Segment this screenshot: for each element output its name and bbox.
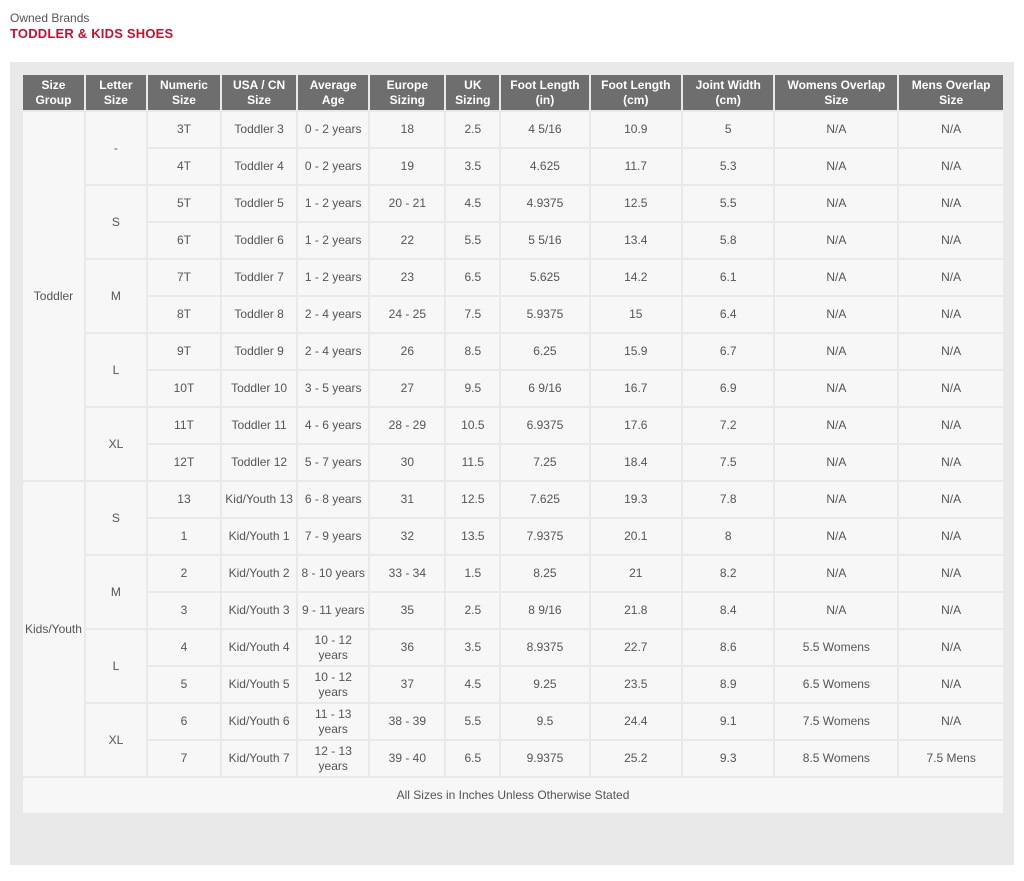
- table-cell: N/A: [899, 186, 1003, 221]
- table-cell: 5.8: [683, 223, 773, 258]
- table-cell: 15.9: [591, 334, 681, 369]
- table-cell: N/A: [775, 482, 897, 517]
- table-cell: Kid/Youth 3: [222, 593, 296, 628]
- table-cell: N/A: [775, 149, 897, 184]
- table-cell: Toddler 10: [222, 371, 296, 406]
- table-cell: 28 - 29: [370, 408, 444, 443]
- table-cell: N/A: [899, 371, 1003, 406]
- table-cell: 9.5: [501, 704, 588, 739]
- table-cell: 8.9: [683, 667, 773, 702]
- table-row: [23, 408, 1003, 443]
- table-cell: N/A: [899, 223, 1003, 258]
- table-cell: 12.5: [446, 482, 499, 517]
- table-cell: 9.25: [501, 667, 588, 702]
- column-header: Womens Overlap Size: [775, 75, 897, 110]
- table-cell: 9.9375: [501, 741, 588, 776]
- table-cell: 1 - 2 years: [298, 223, 368, 258]
- table-cell: 6 9/16: [501, 371, 588, 406]
- table-cell: 38 - 39: [370, 704, 444, 739]
- table-cell: 7T: [148, 260, 220, 295]
- table-cell: 5.9375: [501, 297, 588, 332]
- table-row: [23, 556, 1003, 591]
- table-cell: 12T: [148, 445, 220, 480]
- table-cell: 5: [148, 667, 220, 702]
- table-cell: 11.7: [591, 149, 681, 184]
- table-cell: 8.6: [683, 630, 773, 665]
- table-row: [23, 519, 1003, 554]
- table-row: [23, 334, 1003, 369]
- table-cell: N/A: [775, 408, 897, 443]
- table-row: [23, 260, 1003, 295]
- table-row: [23, 223, 1003, 258]
- table-cell: 7.5 Mens: [899, 741, 1003, 776]
- table-cell: 1 - 2 years: [298, 260, 368, 295]
- table-cell: Toddler 5: [222, 186, 296, 221]
- table-row: [23, 741, 1003, 776]
- table-cell: N/A: [775, 297, 897, 332]
- table-cell: N/A: [899, 112, 1003, 147]
- column-header: Mens Overlap Size: [899, 75, 1003, 110]
- table-cell: N/A: [775, 260, 897, 295]
- table-row: [23, 704, 1003, 739]
- letter-size-cell: S: [86, 186, 146, 258]
- table-cell: 6.7: [683, 334, 773, 369]
- table-cell: N/A: [775, 371, 897, 406]
- header-row: [23, 75, 1003, 110]
- table-cell: N/A: [899, 556, 1003, 591]
- column-header: Average Age: [298, 75, 368, 110]
- table-cell: 4: [148, 630, 220, 665]
- table-cell: 7.5: [683, 445, 773, 480]
- size-chart-table: [21, 73, 1005, 815]
- table-cell: Kid/Youth 2: [222, 556, 296, 591]
- table-cell: 14.2: [591, 260, 681, 295]
- table-cell: 25.2: [591, 741, 681, 776]
- table-cell: 5.5: [683, 186, 773, 221]
- table-cell: 2.5: [446, 593, 499, 628]
- table-cell: 8.9375: [501, 630, 588, 665]
- table-cell: 5.5: [446, 223, 499, 258]
- letter-size-cell: L: [86, 630, 146, 702]
- table-cell: Kid/Youth 4: [222, 630, 296, 665]
- table-cell: 3 - 5 years: [298, 371, 368, 406]
- table-cell: 6.25: [501, 334, 588, 369]
- table-cell: 7.9375: [501, 519, 588, 554]
- column-header: USA / CN Size: [222, 75, 296, 110]
- table-cell: 26: [370, 334, 444, 369]
- table-cell: Toddler 6: [222, 223, 296, 258]
- table-cell: 6.4: [683, 297, 773, 332]
- table-cell: Kid/Youth 5: [222, 667, 296, 702]
- table-cell: N/A: [899, 519, 1003, 554]
- table-cell: 16.7: [591, 371, 681, 406]
- table-cell: 3: [148, 593, 220, 628]
- table-cell: 17.6: [591, 408, 681, 443]
- table-cell: Toddler 12: [222, 445, 296, 480]
- table-cell: 19: [370, 149, 444, 184]
- footnote-text: All Sizes in Inches Unless Otherwise Stated: [396, 788, 630, 802]
- table-cell: N/A: [899, 149, 1003, 184]
- table-cell: 24 - 25: [370, 297, 444, 332]
- table-cell: 7 - 9 years: [298, 519, 368, 554]
- table-cell: 13.5: [446, 519, 499, 554]
- table-cell: 21.8: [591, 593, 681, 628]
- table-cell: 2 - 4 years: [298, 334, 368, 369]
- table-cell: 10.9: [591, 112, 681, 147]
- table-cell: 2: [148, 556, 220, 591]
- table-cell: N/A: [899, 593, 1003, 628]
- table-cell: 5 - 7 years: [298, 445, 368, 480]
- letter-size-cell: M: [86, 260, 146, 332]
- table-cell: 5.5 Womens: [775, 630, 897, 665]
- table-cell: 8.5: [446, 334, 499, 369]
- table-cell: N/A: [775, 223, 897, 258]
- table-cell: Kid/Youth 6: [222, 704, 296, 739]
- letter-size-cell: M: [86, 556, 146, 628]
- table-cell: 39 - 40: [370, 741, 444, 776]
- table-cell: N/A: [899, 482, 1003, 517]
- table-cell: 1 - 2 years: [298, 186, 368, 221]
- table-cell: 23: [370, 260, 444, 295]
- table-row: [23, 482, 1003, 517]
- table-row: [23, 186, 1003, 221]
- table-cell: 5: [683, 112, 773, 147]
- column-header: Foot Length (cm): [591, 75, 681, 110]
- table-cell: 10 - 12 years: [298, 667, 368, 702]
- table-cell: 7: [148, 741, 220, 776]
- table-cell: 6.5: [446, 260, 499, 295]
- table-cell: 9.1: [683, 704, 773, 739]
- table-cell: 7.8: [683, 482, 773, 517]
- table-cell: Kid/Youth 7: [222, 741, 296, 776]
- table-cell: 22: [370, 223, 444, 258]
- size-group-cell: Toddler: [23, 112, 84, 480]
- table-cell: 9.5: [446, 371, 499, 406]
- page-title: TODDLER & KIDS SHOES: [10, 26, 174, 41]
- table-cell: 0 - 2 years: [298, 149, 368, 184]
- letter-size-cell: XL: [86, 704, 146, 776]
- table-row: [23, 297, 1003, 332]
- table-cell: N/A: [775, 556, 897, 591]
- table-cell: 6.9375: [501, 408, 588, 443]
- brand-label: Owned Brands: [10, 11, 90, 25]
- table-cell: N/A: [899, 445, 1003, 480]
- table-cell: N/A: [899, 408, 1003, 443]
- table-cell: 13.4: [591, 223, 681, 258]
- table-cell: 7.2: [683, 408, 773, 443]
- table-cell: 20.1: [591, 519, 681, 554]
- table-cell: N/A: [775, 334, 897, 369]
- table-cell: N/A: [775, 186, 897, 221]
- table-row: [23, 112, 1003, 147]
- table-cell: 10T: [148, 371, 220, 406]
- table-cell: N/A: [775, 112, 897, 147]
- table-cell: 7.25: [501, 445, 588, 480]
- table-cell: 20 - 21: [370, 186, 444, 221]
- table-cell: 8.4: [683, 593, 773, 628]
- table-cell: 2 - 4 years: [298, 297, 368, 332]
- table-row: [23, 593, 1003, 628]
- table-cell: 31: [370, 482, 444, 517]
- table-cell: 8 9/16: [501, 593, 588, 628]
- table-cell: 11 - 13 years: [298, 704, 368, 739]
- table-cell: 11.5: [446, 445, 499, 480]
- table-cell: 21: [591, 556, 681, 591]
- table-cell: 8.25: [501, 556, 588, 591]
- table-cell: 8.5 Womens: [775, 741, 897, 776]
- footnote-row: [23, 778, 1003, 813]
- table-cell: N/A: [899, 630, 1003, 665]
- table-cell: 30: [370, 445, 444, 480]
- table-cell: 6.9: [683, 371, 773, 406]
- table-cell: 3.5: [446, 149, 499, 184]
- table-cell: 4 5/16: [501, 112, 588, 147]
- table-cell: Toddler 8: [222, 297, 296, 332]
- table-cell: 27: [370, 371, 444, 406]
- table-cell: 8 - 10 years: [298, 556, 368, 591]
- table-cell: 11T: [148, 408, 220, 443]
- table-cell: 22.7: [591, 630, 681, 665]
- table-cell: 37: [370, 667, 444, 702]
- table-cell: 8: [683, 519, 773, 554]
- letter-size-cell: XL: [86, 408, 146, 480]
- table-cell: N/A: [775, 519, 897, 554]
- table-cell: 5.625: [501, 260, 588, 295]
- table-body: [23, 112, 1003, 813]
- table-cell: 3.5: [446, 630, 499, 665]
- table-row: [23, 371, 1003, 406]
- table-cell: 23.5: [591, 667, 681, 702]
- table-cell: 2.5: [446, 112, 499, 147]
- size-chart-panel: [10, 62, 1014, 865]
- table-cell: 18.4: [591, 445, 681, 480]
- table-cell: 35: [370, 593, 444, 628]
- table-cell: 6.5 Womens: [775, 667, 897, 702]
- table-cell: 6 - 8 years: [298, 482, 368, 517]
- table-cell: 1.5: [446, 556, 499, 591]
- table-cell: 8T: [148, 297, 220, 332]
- table-cell: 13: [148, 482, 220, 517]
- column-header: UK Sizing: [446, 75, 499, 110]
- table-cell: 5.3: [683, 149, 773, 184]
- footnote-cell: [23, 778, 1003, 813]
- table-cell: 4.625: [501, 149, 588, 184]
- column-header: Size Group: [23, 75, 84, 110]
- table-cell: 10.5: [446, 408, 499, 443]
- table-cell: 4.9375: [501, 186, 588, 221]
- table-cell: 10 - 12 years: [298, 630, 368, 665]
- letter-size-cell: S: [86, 482, 146, 554]
- table-cell: 7.625: [501, 482, 588, 517]
- table-cell: 15: [591, 297, 681, 332]
- table-cell: 9.3: [683, 741, 773, 776]
- table-cell: 8.2: [683, 556, 773, 591]
- table-cell: N/A: [899, 704, 1003, 739]
- table-cell: 4.5: [446, 186, 499, 221]
- table-cell: 6: [148, 704, 220, 739]
- table-cell: 6.5: [446, 741, 499, 776]
- table-cell: 0 - 2 years: [298, 112, 368, 147]
- table-cell: 12.5: [591, 186, 681, 221]
- table-cell: Toddler 9: [222, 334, 296, 369]
- column-header: Letter Size: [86, 75, 146, 110]
- table-cell: 9 - 11 years: [298, 593, 368, 628]
- column-header: Joint Width (cm): [683, 75, 773, 110]
- table-cell: N/A: [899, 667, 1003, 702]
- table-row: [23, 667, 1003, 702]
- table-cell: 4 - 6 years: [298, 408, 368, 443]
- table-cell: 4.5: [446, 667, 499, 702]
- letter-size-cell: -: [86, 112, 146, 184]
- table-cell: Toddler 3: [222, 112, 296, 147]
- table-cell: 5T: [148, 186, 220, 221]
- table-cell: N/A: [899, 297, 1003, 332]
- table-cell: 7.5: [446, 297, 499, 332]
- letter-size-cell: L: [86, 334, 146, 406]
- table-cell: 6.1: [683, 260, 773, 295]
- table-row: [23, 149, 1003, 184]
- table-cell: Toddler 7: [222, 260, 296, 295]
- column-header: Numeric Size: [148, 75, 220, 110]
- column-header: Foot Length (in): [501, 75, 588, 110]
- table-cell: Toddler 4: [222, 149, 296, 184]
- table-cell: 24.4: [591, 704, 681, 739]
- table-cell: N/A: [899, 334, 1003, 369]
- table-cell: 7.5 Womens: [775, 704, 897, 739]
- table-cell: 4T: [148, 149, 220, 184]
- column-header: Europe Sizing: [370, 75, 444, 110]
- table-cell: 9T: [148, 334, 220, 369]
- table-cell: 36: [370, 630, 444, 665]
- table-cell: 5 5/16: [501, 223, 588, 258]
- table-cell: Kid/Youth 13: [222, 482, 296, 517]
- table-cell: N/A: [899, 260, 1003, 295]
- table-cell: N/A: [775, 445, 897, 480]
- size-group-cell: Kids/Youth: [23, 482, 84, 776]
- table-cell: 12 - 13 years: [298, 741, 368, 776]
- table-cell: Toddler 11: [222, 408, 296, 443]
- table-row: [23, 630, 1003, 665]
- table-cell: Kid/Youth 1: [222, 519, 296, 554]
- table-row: [23, 445, 1003, 480]
- table-cell: 3T: [148, 112, 220, 147]
- table-cell: 18: [370, 112, 444, 147]
- table-cell: 19.3: [591, 482, 681, 517]
- table-cell: 5.5: [446, 704, 499, 739]
- table-cell: 32: [370, 519, 444, 554]
- table-cell: 33 - 34: [370, 556, 444, 591]
- table-cell: 1: [148, 519, 220, 554]
- table-cell: 6T: [148, 223, 220, 258]
- table-cell: N/A: [775, 593, 897, 628]
